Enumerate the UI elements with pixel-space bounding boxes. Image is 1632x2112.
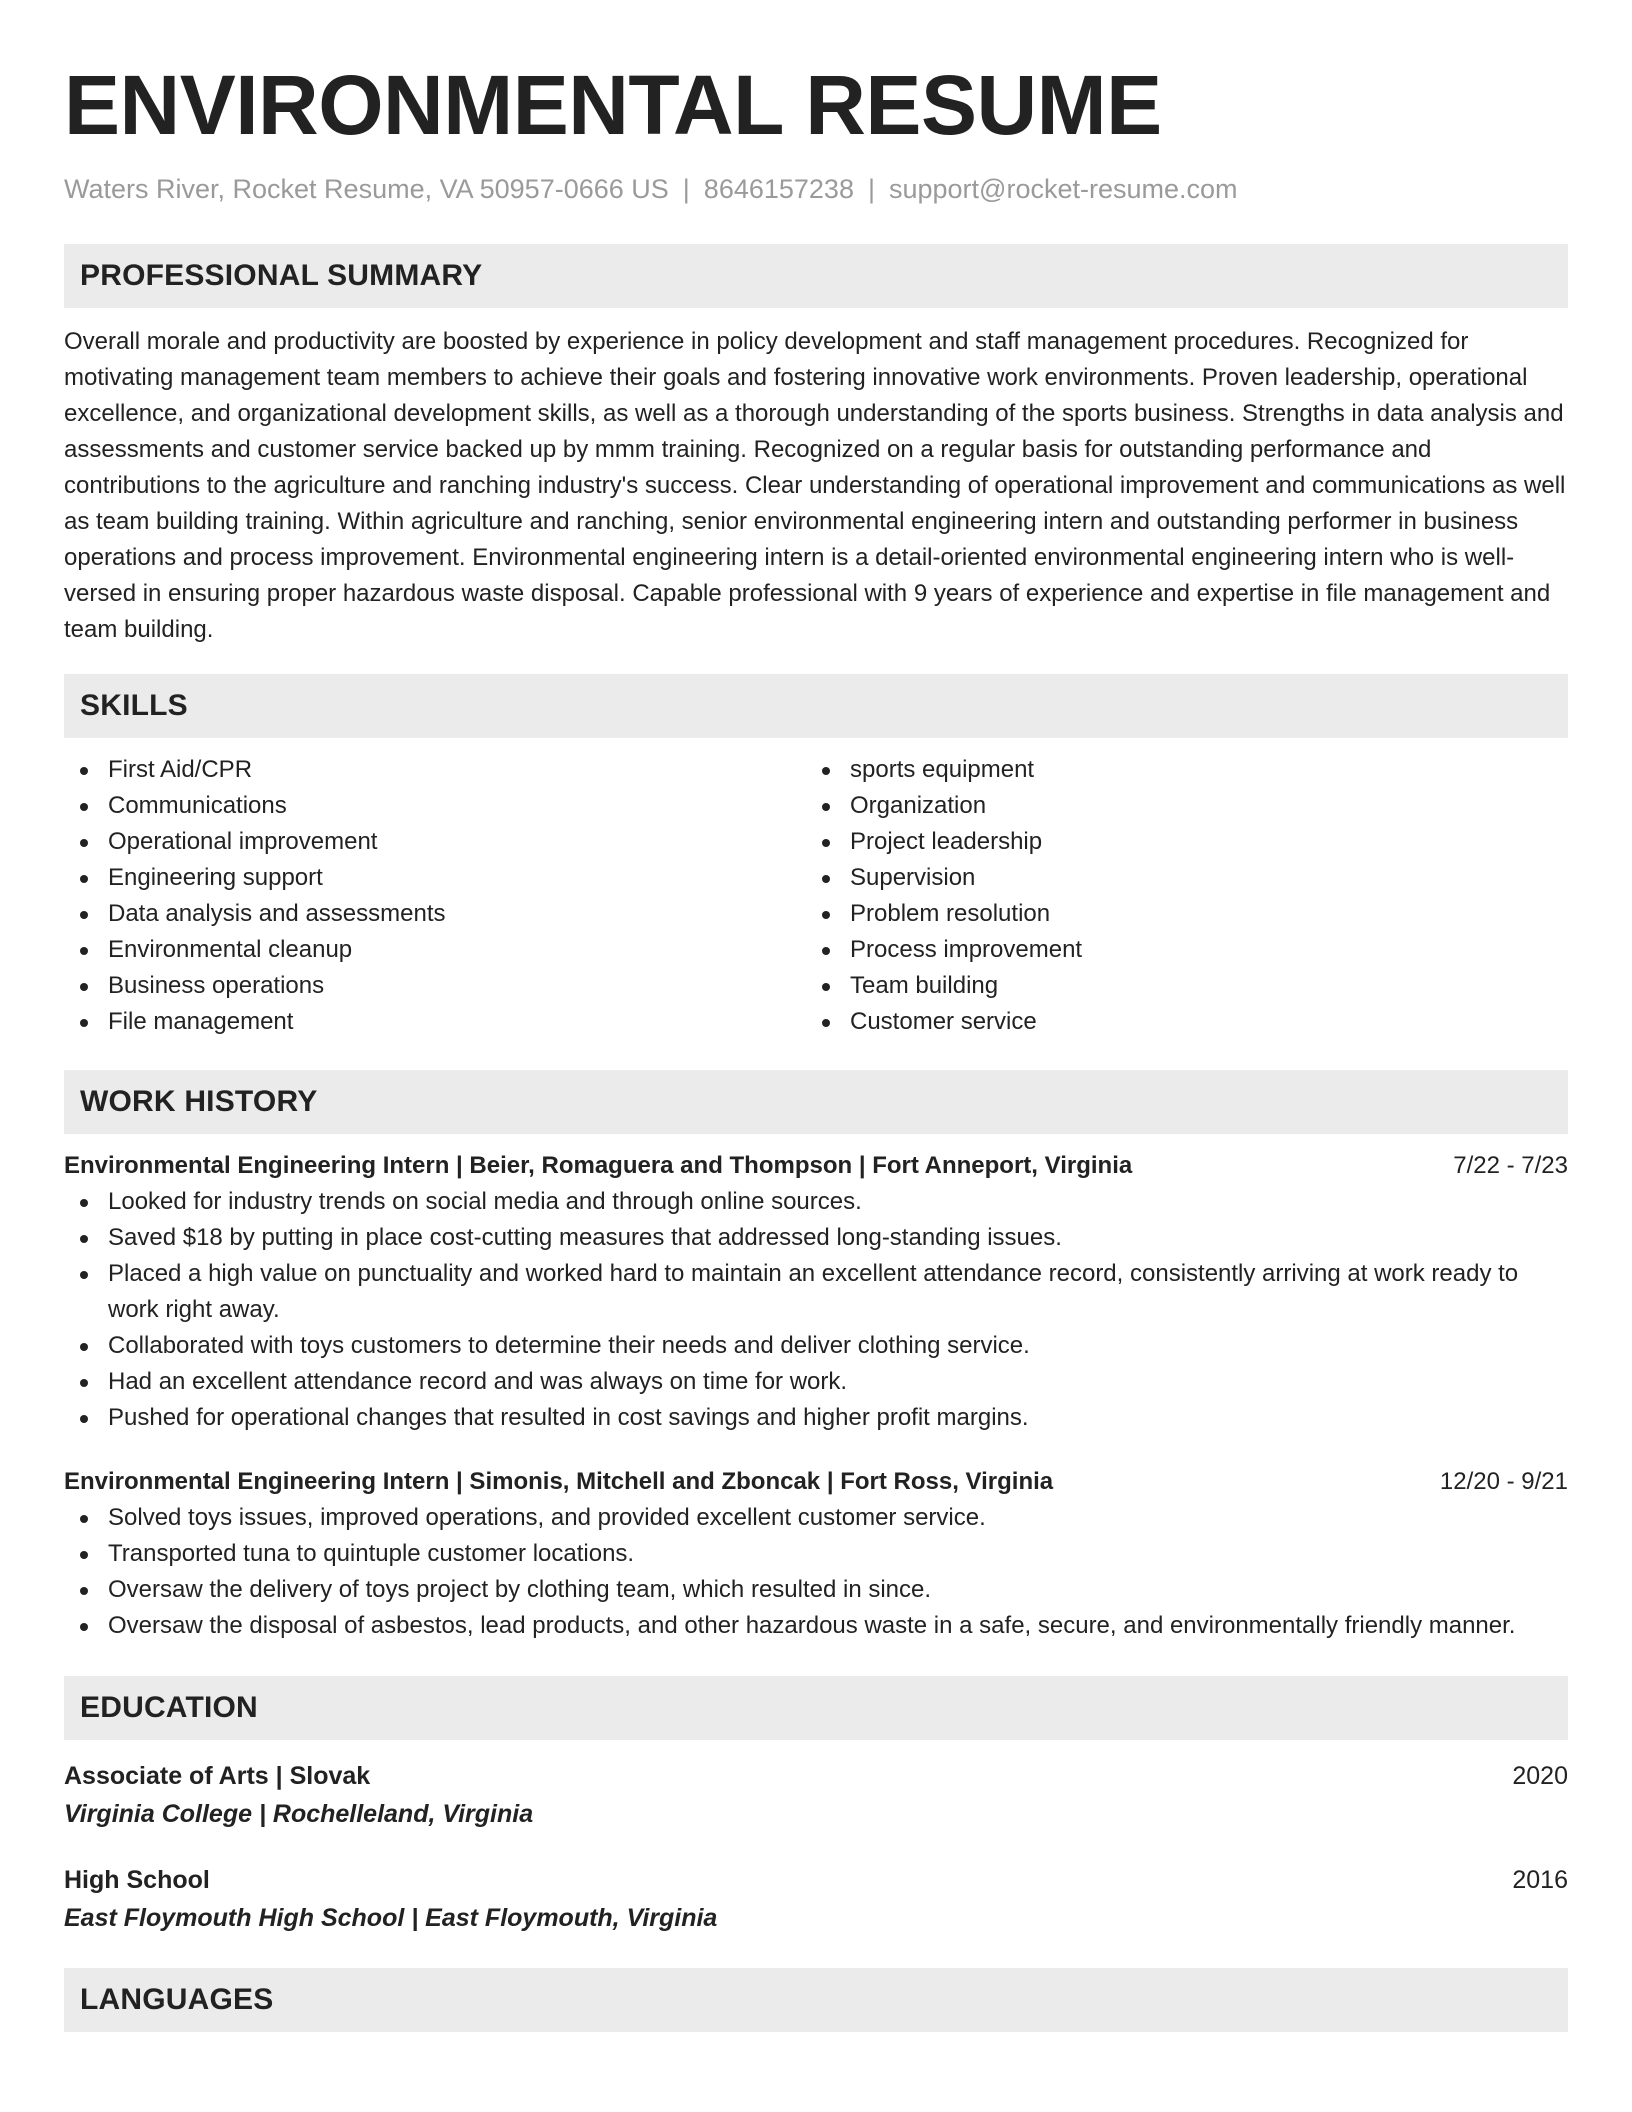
contact-address: Waters River, Rocket Resume, VA 50957-0666 US (64, 174, 669, 204)
job-bullet: Oversaw the disposal of asbestos, lead products, and other hazardous waste in a safe, secure, and environmentally friendly manner. (64, 1608, 1568, 1644)
skill-item: Engineering support (64, 860, 806, 896)
job-dates: 7/22 - 7/23 (1453, 1152, 1568, 1179)
job-bullet: Collaborated with toys customers to determine their needs and deliver clothing service. (64, 1328, 1568, 1364)
job-entry (64, 1464, 1568, 1644)
education-school: East Floymouth High School | East Floymouth, Virginia (64, 1904, 718, 1932)
job-bullet: Pushed for operational changes that resulted in cost savings and higher profit margins. (64, 1400, 1568, 1436)
job-bullet: Transported tuna to quintuple customer locations. (64, 1536, 1568, 1572)
education-entry (64, 1862, 1568, 1938)
skill-item: Project leadership (806, 824, 1548, 860)
job-title: Environmental Engineering Intern | Beier, Romaguera and Thompson | Fort Anneport, Virginia (64, 1152, 1133, 1179)
contact-separator: | (682, 174, 690, 204)
section-header-skills: SKILLS (64, 674, 1568, 738)
contact-email: support@rocket-resume.com (888, 174, 1238, 204)
education-degree: Associate of Arts | Slovak (64, 1762, 371, 1790)
job-bullet: Looked for industry trends on social media and through online sources. (64, 1184, 1568, 1220)
skill-item: File management (64, 1004, 806, 1040)
section-header-summary: PROFESSIONAL SUMMARY (64, 244, 1568, 308)
education-header (64, 1862, 1568, 1898)
education-year: 2016 (1512, 1866, 1568, 1894)
job-bullet: Solved toys issues, improved operations, and provided excellent customer service. (64, 1500, 1568, 1536)
skills-grid (64, 752, 1568, 1040)
skill-item: Team building (806, 968, 1548, 1004)
education-year: 2020 (1512, 1762, 1568, 1790)
skill-item: Environmental cleanup (64, 932, 806, 968)
job-title: Environmental Engineering Intern | Simonis, Mitchell and Zboncak | Fort Ross, Virginia (64, 1468, 1054, 1495)
skill-item: Problem resolution (806, 896, 1548, 932)
skill-item: Communications (64, 788, 806, 824)
job-header (64, 1464, 1568, 1500)
job-bullet: Placed a high value on punctuality and worked hard to maintain an excellent attendance record, consistently arriving at work ready to work right away. (64, 1256, 1568, 1328)
skill-item: sports equipment (806, 752, 1548, 788)
contact-phone: 8646157238 (703, 174, 854, 204)
education-degree: High School (64, 1866, 210, 1894)
education-header (64, 1758, 1568, 1794)
education-entry (64, 1758, 1568, 1834)
job-bullet: Had an excellent attendance record and was always on time for work. (64, 1364, 1568, 1400)
job-bullet: Oversaw the delivery of toys project by clothing team, which resulted in since. (64, 1572, 1568, 1608)
section-header-languages: LANGUAGES (64, 1968, 1568, 2032)
resume-page (64, 0, 1568, 2032)
skill-item: Business operations (64, 968, 806, 1004)
skill-item: Data analysis and assessments (64, 896, 806, 932)
contact-separator: | (867, 174, 875, 204)
section-header-education: EDUCATION (64, 1676, 1568, 1740)
skill-item: Organization (806, 788, 1548, 824)
job-bullets (64, 1184, 1568, 1436)
summary-text: Overall morale and productivity are boosted by experience in policy development and staff management procedures. Recognized for motivating management team members to achieve their goals and fostering innovative work environments. Proven leadership, operational excellence, and organizational development skills, as well as a thorough understanding of the sports business. Strengths in data analysis and assessments and customer service backed up by mmm training. Recognized on a regular basis for outstanding performance and contributions to the agriculture and ranching industry's success. Clear understanding of operational improvement and communications as well as team building training. Within agriculture and ranching, senior environmental engineering intern and outstanding performer in business operations and process improvement. Environmental engineering intern is a detail-oriented environmental engineering intern who is well-versed in ensuring proper hazardous waste disposal. Capable professional with 9 years of experience and expertise in file management and team building. (64, 328, 1566, 643)
skill-item: Supervision (806, 860, 1548, 896)
contact-line (64, 172, 1568, 206)
resume-title: ENVIRONMENTAL RESUME (64, 58, 1162, 152)
job-bullets (64, 1500, 1568, 1644)
skills-list-right (806, 752, 1548, 1040)
job-dates: 12/20 - 9/21 (1439, 1468, 1568, 1495)
education-school: Virginia College | Rochelleland, Virginia (64, 1800, 534, 1828)
job-bullet: Saved $18 by putting in place cost-cutting measures that addressed long-standing issues. (64, 1220, 1568, 1256)
job-header (64, 1148, 1568, 1184)
skill-item: Customer service (806, 1004, 1548, 1040)
job-entry (64, 1148, 1568, 1436)
section-header-work-history: WORK HISTORY (64, 1070, 1568, 1134)
skill-item: First Aid/CPR (64, 752, 806, 788)
skills-list-left (64, 752, 806, 1040)
skill-item: Process improvement (806, 932, 1548, 968)
skill-item: Operational improvement (64, 824, 806, 860)
